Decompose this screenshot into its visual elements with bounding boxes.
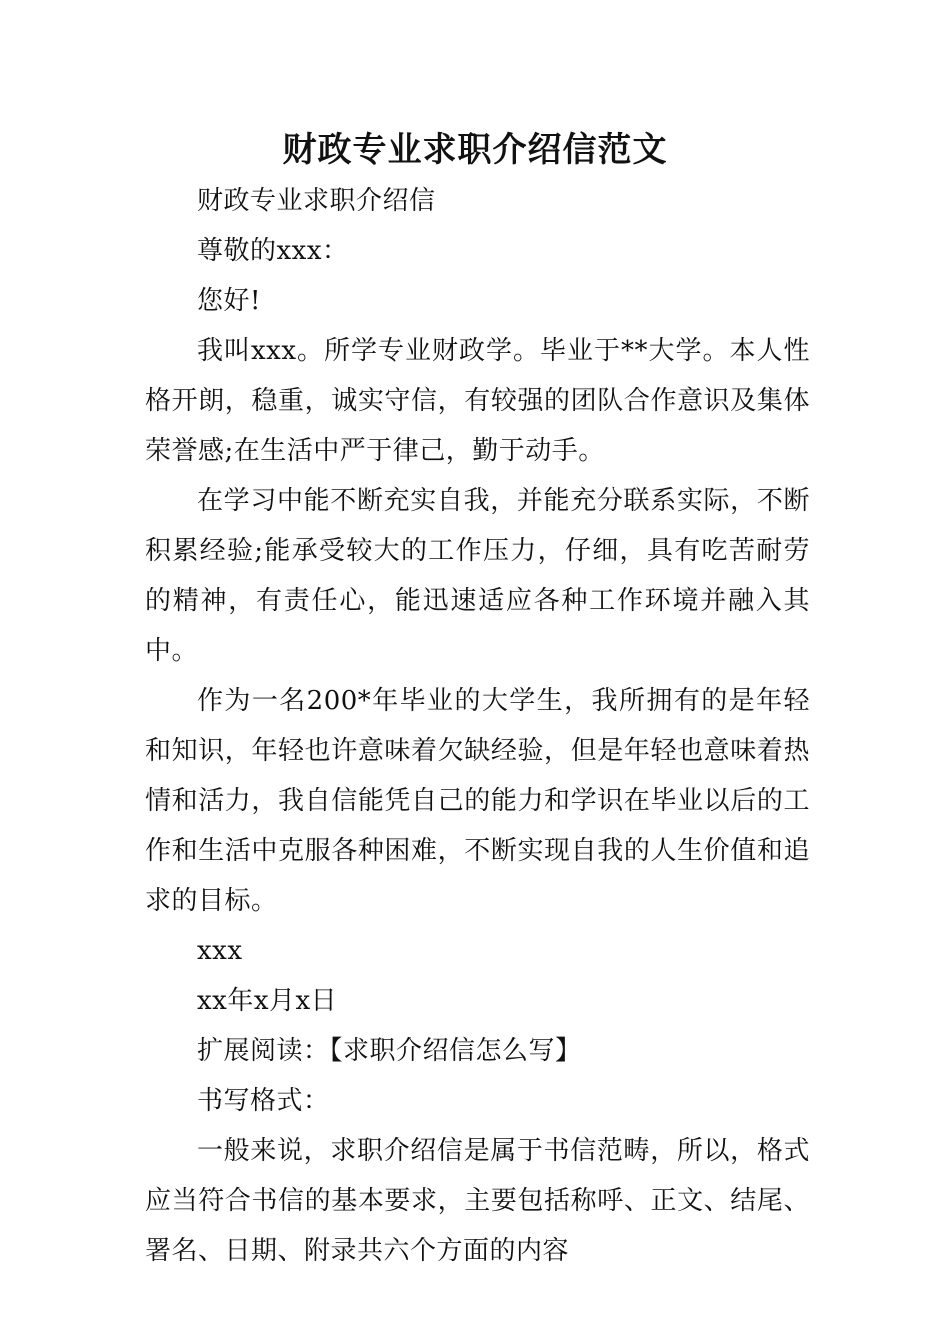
document-title: 财政专业求职介绍信范文 <box>282 130 668 170</box>
extended-reading: 扩展阅读：【求职介绍信怎么写】 <box>197 1036 582 1066</box>
subtitle-line: 财政专业求职介绍信 <box>197 186 436 216</box>
paragraph-study: 在学习中能不断充实自我，并能充分联系实际，不断积累经验;能承受较大的工作压力，仔细，具有吃苦耐劳的精神，有责任心，能迅速适应各种工作环境并融入其中。 <box>145 486 810 666</box>
greeting: 您好! <box>197 286 261 316</box>
signature-name: xxx <box>197 936 243 966</box>
paragraph-graduate: 作为一名200*年毕业的大学生，我所拥有的是年轻和知识，年轻也许意味着欠缺经验，但是年轻也意味着热情和活力，我自信能凭自己的能力和学识在毕业以后的工作和生活中克服各种困难，不断实现自我的人生价值和追求的目标。 <box>145 686 810 916</box>
paragraph-format: 一般来说，求职介绍信是属于书信范畴，所以，格式应当符合书信的基本要求，主要包括称呼、正文、结尾、署名、日期、附录共六个方面的内容 <box>145 1136 810 1266</box>
paragraph-introduction: 我叫xxx。所学专业财政学。毕业于**大学。本人性格开朗，稳重，诚实守信，有较强的团队合作意识及集体荣誉感;在生活中严于律己，勤于动手。 <box>145 336 810 466</box>
format-heading: 书写格式： <box>197 1086 330 1116</box>
salutation: 尊敬的xxx： <box>197 236 349 266</box>
document-body <box>145 176 810 1276</box>
signature-date: xx年x月x日 <box>197 986 338 1016</box>
